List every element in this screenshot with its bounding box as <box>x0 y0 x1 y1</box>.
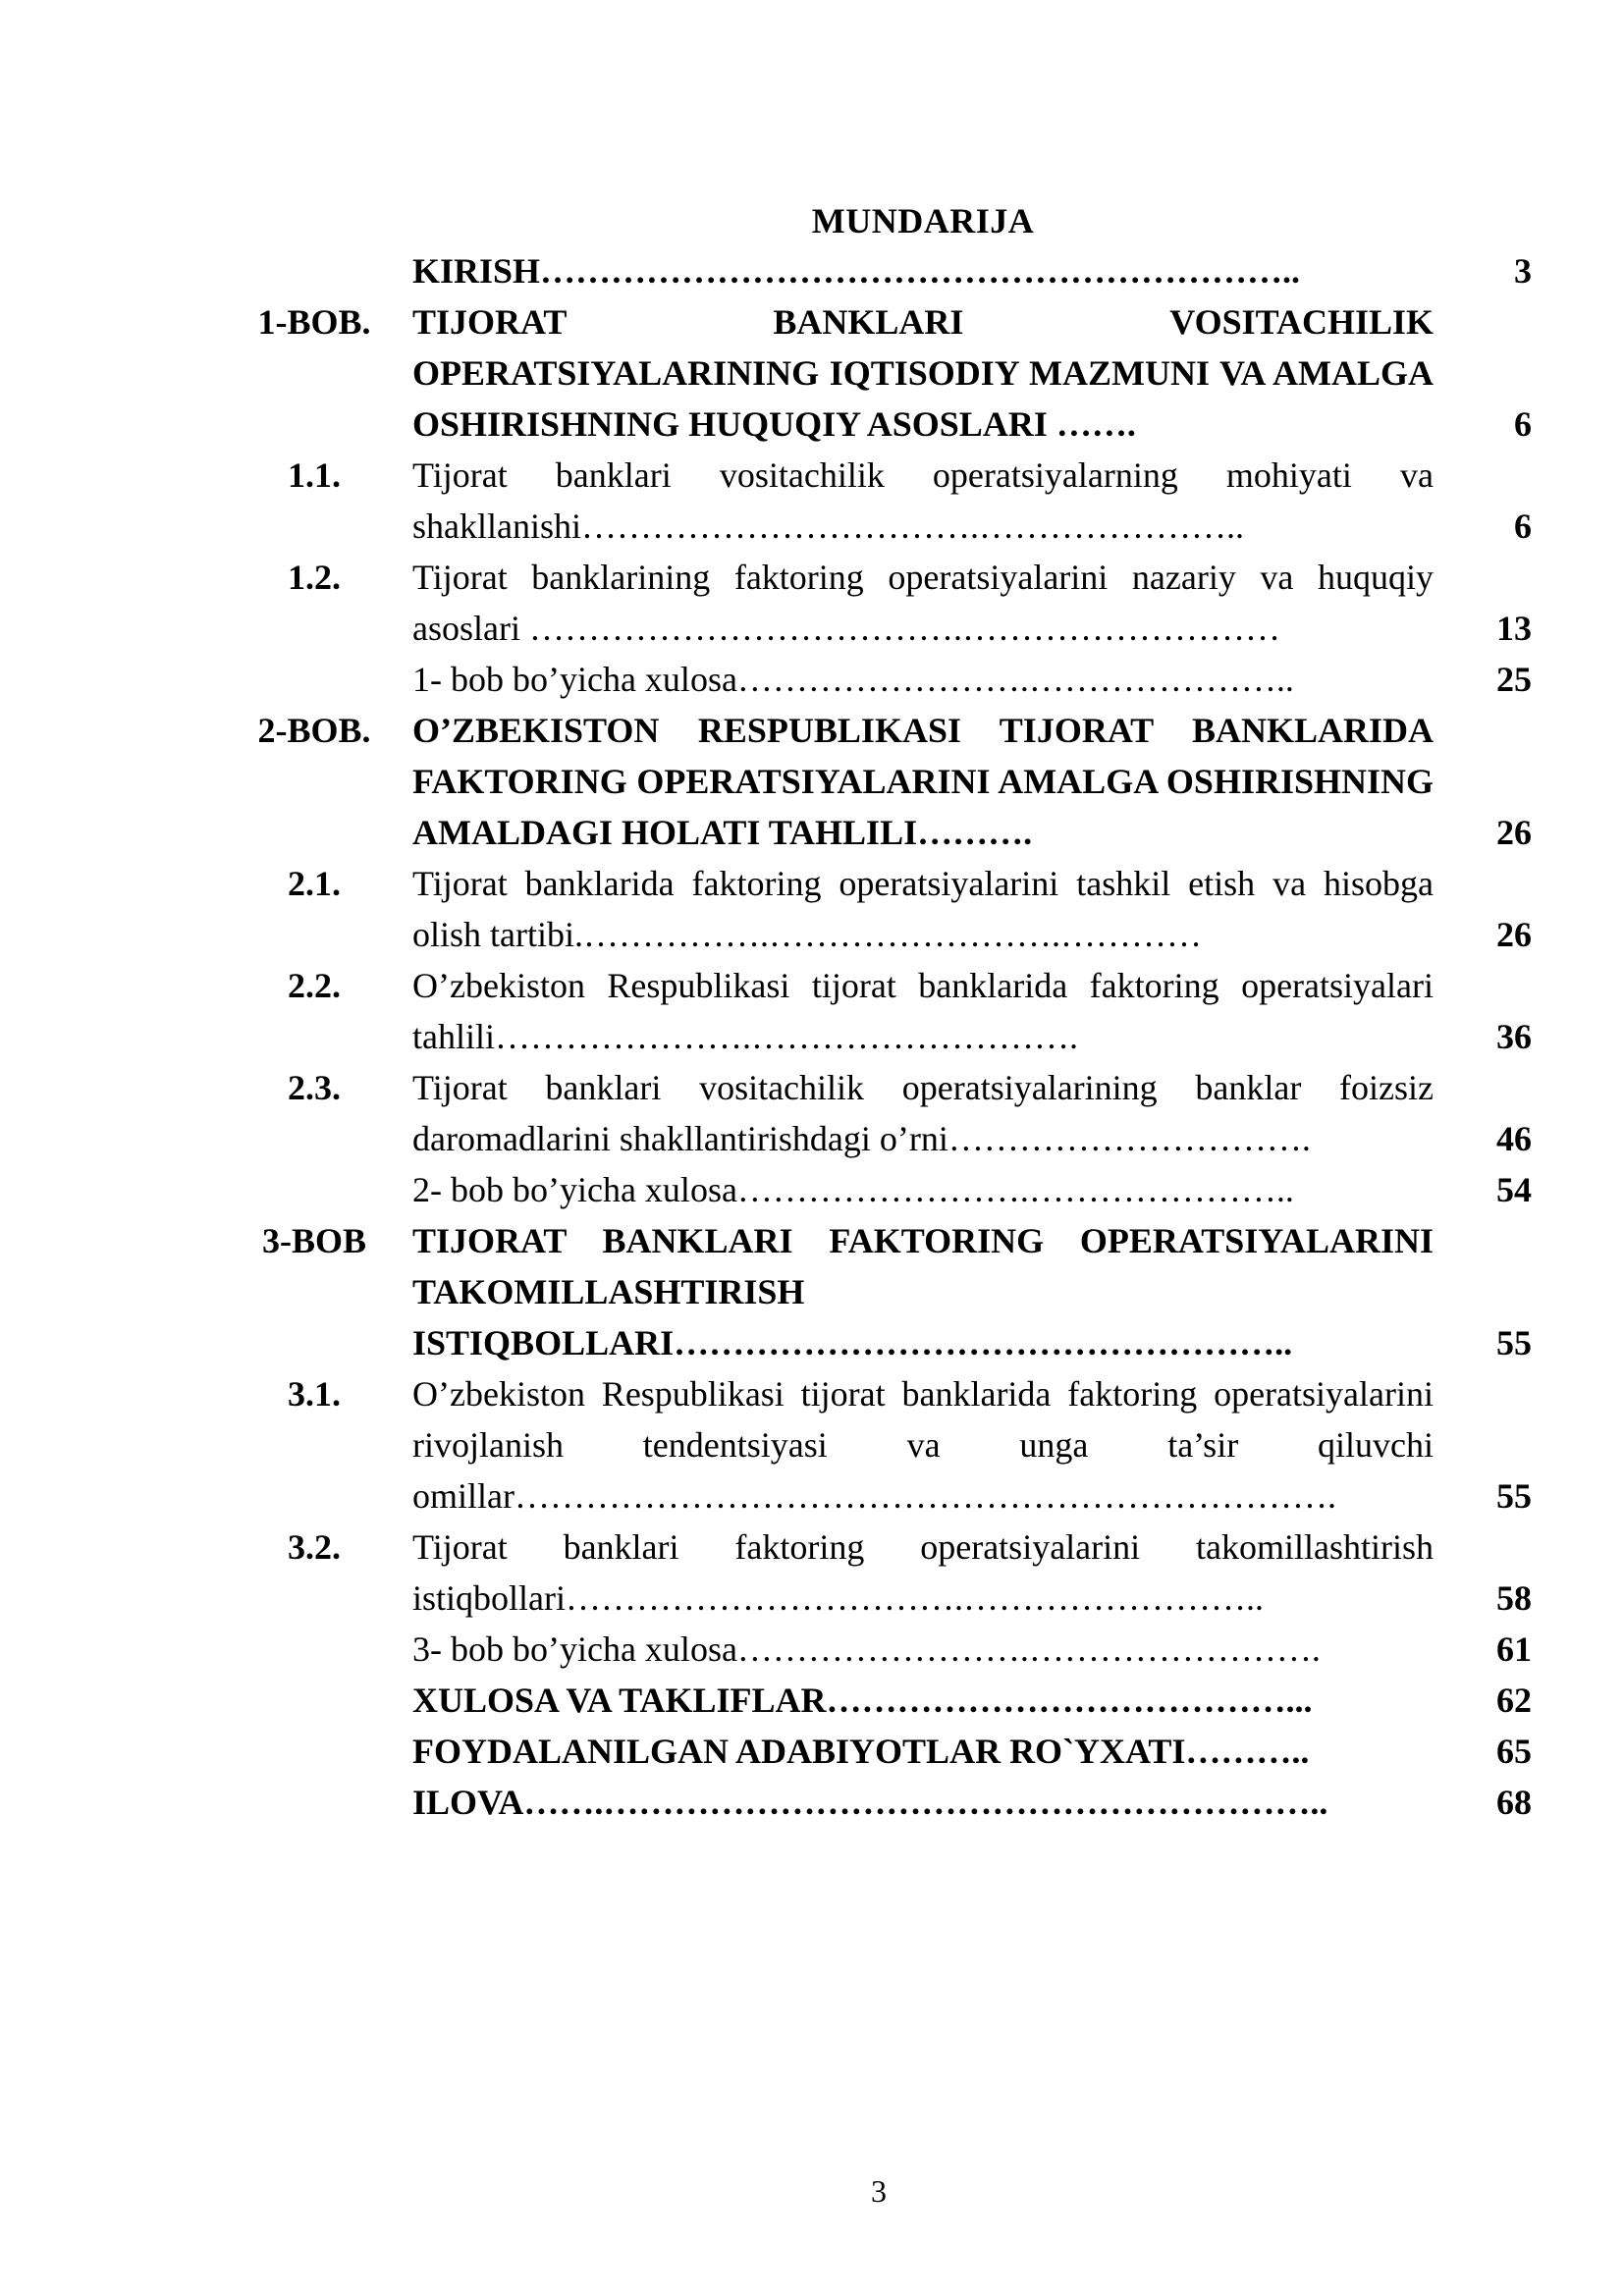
toc-entry-page: 3 <box>1514 251 1532 291</box>
toc-entry-page: 13 <box>1496 609 1532 648</box>
toc-entry-number: 1.2. <box>288 558 341 597</box>
toc-entry-title: KIRISH……………………………………………………….. <box>412 251 1301 291</box>
toc-entry-title: O’zbekiston Respublikasi tijorat banklarida faktoring operatsiyalarini rivojlanish tendentsiyasi va unga ta’sir qiluvchi omillar……………………………………………………………. <box>412 1374 1434 1516</box>
toc-entry-title: Tijorat banklarining faktoring operatsiyalarini nazariy va huquqiy asoslari ……………………………….……………………… <box>412 558 1434 648</box>
toc-entry-number: 3-BOB <box>261 1221 366 1260</box>
toc-entry-number: 3.1. <box>288 1374 341 1414</box>
page-title: MUNDARIJA <box>811 201 1035 240</box>
toc-entry-title: O’zbekiston Respublikasi tijorat banklarida faktoring operatsiyalari tahlili………………….………………………. <box>412 966 1434 1056</box>
toc-entry-number: 2.2. <box>288 966 341 1005</box>
toc-entry-section-2-1[interactable] <box>216 858 1532 960</box>
toc-entry-number: 1-BOB. <box>257 302 371 342</box>
toc-entry-title: Tijorat banklari vositachilik operatsiyalarning mohiyati va shakllanishi…………………………….………………….. <box>412 455 1434 546</box>
toc-entry-conclusion-2[interactable] <box>216 1164 1532 1215</box>
toc-entry-chapter-3[interactable] <box>216 1215 1532 1368</box>
toc-entry-appendix[interactable] <box>216 1777 1532 1828</box>
toc-entry-kirish[interactable] <box>216 245 1532 296</box>
toc-entry-section-2-2[interactable] <box>216 960 1532 1062</box>
toc-entry-title: FOYDALANILGAN ADABIYOTLAR RO`YXATI……….. <box>412 1732 1310 1771</box>
toc-entry-page: 26 <box>1496 915 1532 954</box>
toc-entry-title: O’ZBEKISTON RESPUBLIKASI TIJORAT BANKLARIDA FAKTORING OPERATSIYALARINI AMALGA OSHIRISHNING AMALDAGI HOLATI TAHLILI………. <box>412 711 1434 852</box>
toc-entry-number: 2-BOB. <box>257 711 371 750</box>
toc-entry-conclusion-1[interactable] <box>216 654 1532 705</box>
toc-entry-page: 58 <box>1496 1578 1532 1618</box>
toc-entry-page: 61 <box>1496 1629 1532 1669</box>
toc-entry-page: 55 <box>1496 1323 1532 1362</box>
toc-entry-page: 55 <box>1496 1476 1532 1516</box>
toc-entry-title: XULOSA VA TAKLIFLAR…………………………………... <box>412 1681 1313 1720</box>
toc-entry-section-1-1[interactable] <box>216 450 1532 552</box>
toc-entry-title: Tijorat banklarida faktoring operatsiyalarini tashkil etish va hisobga olish tartibi.…………….…………………….………… <box>412 864 1434 954</box>
toc-entry-page: 65 <box>1496 1732 1532 1771</box>
toc-entry-page: 6 <box>1514 507 1532 546</box>
toc-entry-page: 6 <box>1514 404 1532 444</box>
toc-entry-section-1-2[interactable] <box>216 552 1532 654</box>
toc-entry-conclusion-3[interactable] <box>216 1624 1532 1675</box>
toc-entry-conclusions-and-proposals[interactable] <box>216 1675 1532 1726</box>
toc-entry-section-2-3[interactable] <box>216 1062 1532 1164</box>
toc-entry-page: 25 <box>1496 660 1532 699</box>
toc-entry-title: 3- bob bo’yicha xulosa…………………….……………………. <box>412 1629 1321 1669</box>
toc-entry-title: 2- bob bo’yicha xulosa…………………….………………….. <box>412 1170 1294 1209</box>
toc-entry-chapter-2[interactable] <box>216 705 1532 858</box>
toc-entry-section-3-2[interactable] <box>216 1522 1532 1624</box>
toc-entry-page: 54 <box>1496 1170 1532 1209</box>
toc-entry-title: Tijorat banklari vositachilik operatsiyalarining banklar foizsiz daromadlarini shakllantirishdagi o’rni…………………………. <box>412 1068 1434 1158</box>
toc-entry-page: 36 <box>1496 1017 1532 1056</box>
toc-entry-title: TIJORAT BANKLARI FAKTORING OPERATSIYALARINI TAKOMILLASHTIRISH ISTIQBOLLARI…………………………………………….. <box>412 1221 1434 1362</box>
toc-entry-title: 1- bob bo’yicha xulosa…………………….………………….. <box>412 660 1294 699</box>
toc-entry-number: 2.1. <box>288 864 341 903</box>
toc-entry-number: 2.3. <box>288 1068 341 1107</box>
toc-entry-references[interactable] <box>216 1726 1532 1777</box>
toc-entry-page: 26 <box>1496 813 1532 852</box>
table-of-contents <box>216 245 1532 1828</box>
page-number: 3 <box>871 2173 887 2209</box>
toc-entry-number: 1.1. <box>288 455 341 495</box>
toc-entry-number: 3.2. <box>288 1527 341 1567</box>
toc-entry-page: 62 <box>1496 1681 1532 1720</box>
toc-entry-title: ILOVA…….…………………………………………………….. <box>412 1783 1328 1822</box>
toc-entry-chapter-1[interactable] <box>216 296 1532 450</box>
toc-entry-title: TIJORAT BANKLARI VOSITACHILIK OPERATSIYALARINING IQTISODIY MAZMUNI VA AMALGA OSHIRISHNING HUQUQIY ASOSLARI ……. <box>412 302 1434 444</box>
toc-entry-section-3-1[interactable] <box>216 1368 1532 1522</box>
toc-entry-page: 68 <box>1496 1783 1532 1822</box>
toc-entry-title: Tijorat banklari faktoring operatsiyalarini takomillashtirish istiqbollari…………………………….…………………….. <box>412 1527 1434 1618</box>
toc-entry-page: 46 <box>1496 1119 1532 1158</box>
